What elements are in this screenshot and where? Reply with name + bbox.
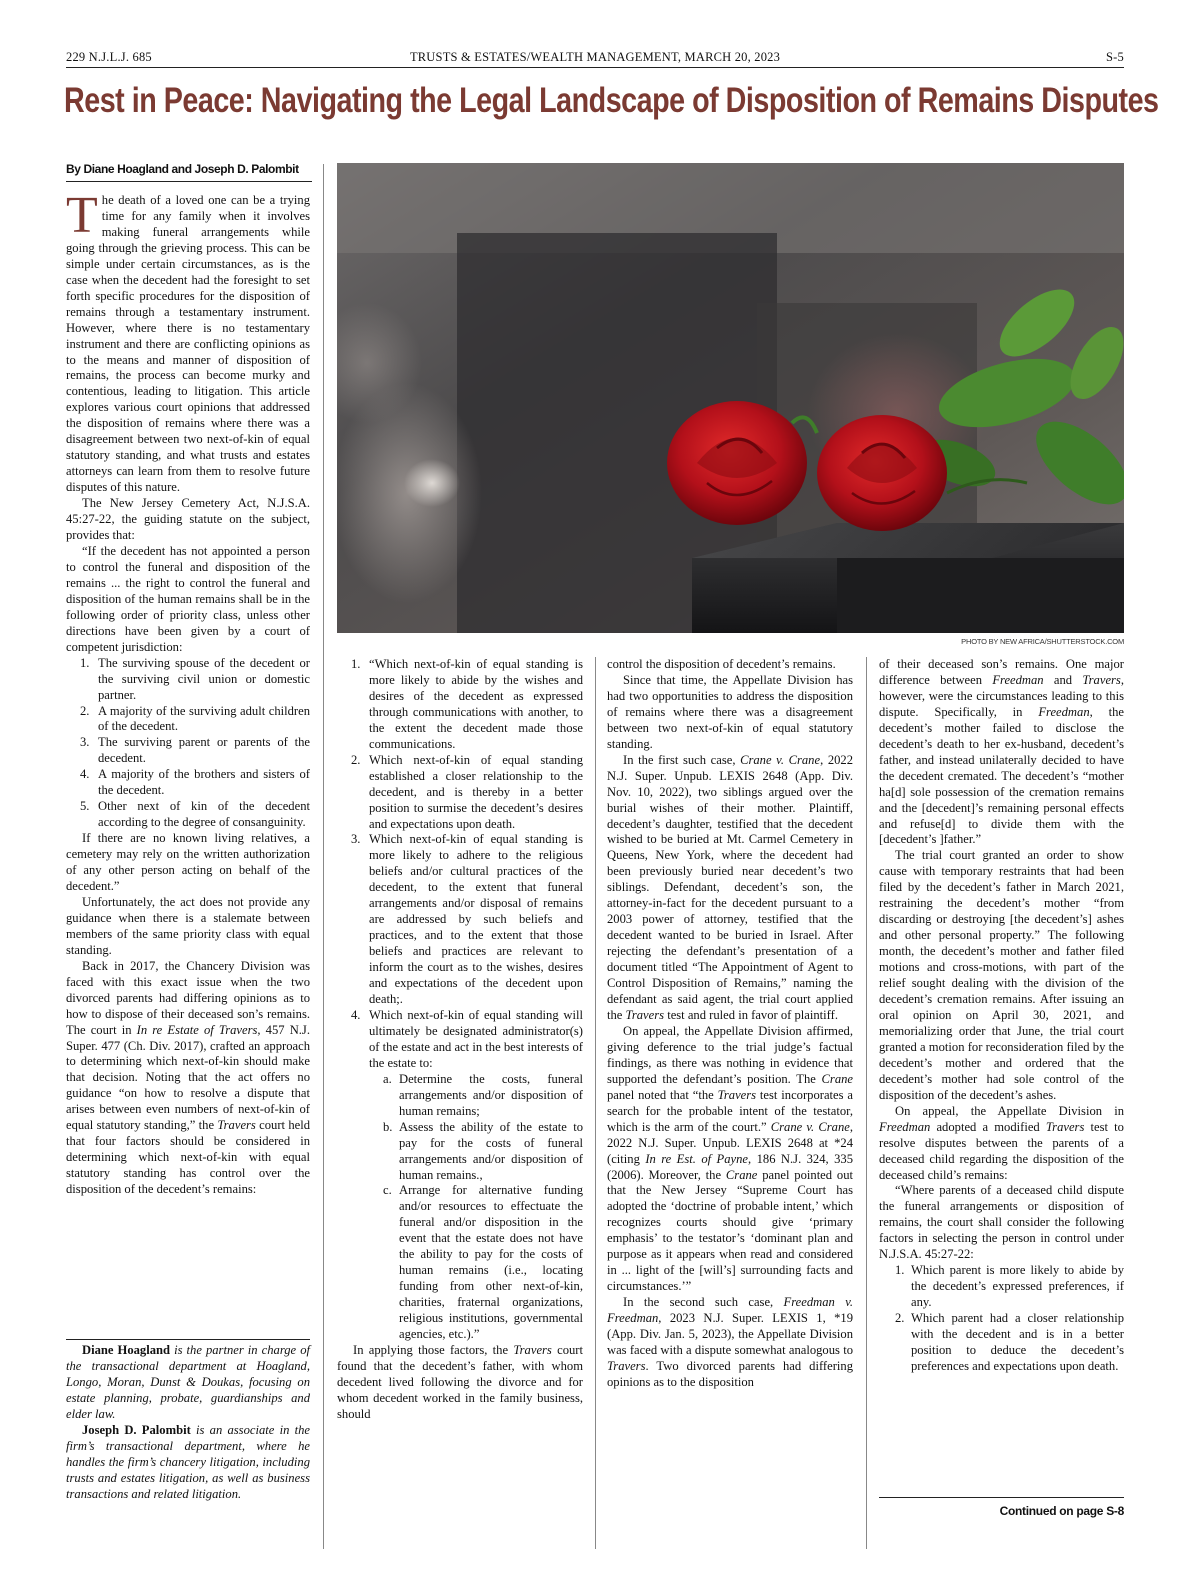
case-name: Freedman: [992, 672, 1044, 687]
citation: 229 N.J.L.J. 685: [66, 50, 152, 64]
column-3: [607, 657, 853, 1391]
text: and: [1043, 672, 1083, 687]
travers-factors-list: [337, 657, 583, 1072]
article-headline: Rest in Peace: Navigating the Legal Landscape of Disposition of Remains Disputes: [64, 81, 1159, 120]
case-name: Freedman: [1038, 704, 1090, 719]
list-text: Which parent is more likely to abide by the decedent’s expressed preferences, if any.: [911, 1263, 1124, 1310]
list-text: Assess the ability of the estate to pay for the costs of funeral arrangements and/or disposition of human remains.,: [399, 1119, 583, 1182]
list-number: 2.: [80, 703, 90, 718]
byline-rule: [66, 181, 312, 182]
list-item: [66, 799, 310, 831]
list-item: [337, 1072, 583, 1120]
text: , 2023 N.J. Super. LEXIS 1, *19 (App. Div. Jan. 5, 2023), the Appellate Division was faced with a dispute somewhat analogous to: [607, 1311, 853, 1357]
text: , 2022 N.J. Super. Unpub. LEXIS 2648 (App. Div. Nov. 10, 2022), two siblings argued over the burial wishes of their mother. Plaintiff, decedent’s daughter, testified that the decedent wished to be buried at Mt. Carmel Cemetery in Queens, New York, where the decedent had been previously buried near decedent’s two siblings. Defendant, decedent’s son, the attorney-in-fact for the decedent pursuant to a 2003 power of attorney, testified that the decedent wanted to be buried in Israel. After rejecting the defendant’s presentation of a document titled “The Appointment of Agent to Control Disposition of Remains,” naming the defendant as said agent, the trial court applied the: [607, 752, 853, 1022]
paragraph: [66, 187, 310, 496]
list-item: [879, 1311, 1124, 1375]
case-name: Travers: [513, 1342, 552, 1357]
text: In applying those factors, the: [353, 1342, 514, 1357]
byline: By Diane Hoagland and Joseph D. Palombit: [66, 162, 299, 176]
list-text: Other next of kin of the decedent according to the degree of consanguinity.: [98, 799, 310, 830]
text: test incorporates a search for the probable intent of the testator, which is the arm of the court.”: [607, 1087, 853, 1134]
list-number: 2.: [895, 1311, 905, 1326]
list-number: 4.: [80, 767, 90, 782]
list-item: [66, 704, 310, 736]
bio-paragraph: [66, 1423, 310, 1503]
list-letter: a.: [383, 1071, 392, 1086]
paragraph: If there are no known living relatives, a cemetery may rely on the written authorization of any other person acting on behalf of the decedent.”: [66, 831, 310, 893]
list-number: 4.: [351, 1007, 361, 1022]
paragraph: [879, 657, 1124, 848]
case-name: Crane v. Crane: [770, 1119, 850, 1134]
paragraph: Since that time, the Appellate Division has had two opportunities to address the disposition of remains where there was a disagreement between two next-of-kin of equal statutory standing.: [607, 672, 853, 751]
list-text: “Which next-of-kin of equal standing is more likely to abide by the wishes and desires of the decedent as expressed through communications with another, to the extent the decedent made those communications.: [369, 657, 583, 751]
paragraph: The New Jersey Cemetery Act, N.J.S.A. 45:27-22, the guiding statute on the subject, provides that:: [66, 496, 310, 543]
text: In the second such case,: [623, 1295, 784, 1310]
continued-on-page[interactable]: Continued on page S-8: [999, 1504, 1124, 1518]
text: of their deceased son’s remains. One major difference between: [879, 657, 1124, 687]
text: court held that four factors should be considered in determining which next-of-kin with equal statutory standing has control over the disposition of the decedent’s remains:: [66, 1118, 310, 1197]
list-item: [337, 1183, 583, 1343]
text: On appeal, the Appellate Division affirmed, giving deference to the trial judge’s factual findings, as there was nothing in evidence that supported the defendant’s position. The: [607, 1023, 853, 1086]
case-name: Travers: [607, 1358, 646, 1373]
bio-text: is the partner in charge of the transactional department at Hoagland, Longo, Moran, Dunst & Doukas, focusing on estate planning, probate, guardianships and elder law.: [66, 1343, 310, 1421]
list-number: 2.: [351, 752, 361, 767]
list-item: [337, 657, 583, 753]
paragraph-text: he death of a loved one can be a trying time for any family when it involves making funeral arrangements while going through the grieving process. This can be simple under certain circumstances, as is the case when the decedent had the foresight to set forth specific procedures for the disposition of remains through a testamentary instrument. However, where there is no testamentary instrument and there are conflicting opinions as to the means and manner of disposition of remains, the process can become murky and contentious, leading to litigation. This article explores various court opinions that addressed the disposition of remains where there was a disagreement between two next-of-kin of equal statutory standing, and what trusts and estates attorneys can learn from them to resolve future disputes of this nature.: [66, 193, 310, 495]
paragraph: “Where parents of a deceased child dispute the funeral arrangements or disposition of remains, the court shall consider the following factors in selecting the person in control under N.J.S.A. 45:27-22:: [879, 1183, 1124, 1262]
case-name: Travers: [717, 1087, 757, 1102]
page-number: S-5: [1106, 50, 1124, 64]
case-name: Crane: [821, 1071, 853, 1086]
paragraph: Unfortunately, the act does not provide any guidance when there is a stalemate between members of the same priority class with equal standing.: [66, 894, 310, 957]
text: , 2022 N.J. Super. Unpub. LEXIS 2648 at *24 (citing: [607, 1119, 853, 1166]
list-text: Determine the costs, funeral arrangements and/or disposition of human remains;: [399, 1071, 583, 1118]
case-name: Travers: [1082, 672, 1121, 687]
list-text: The surviving parent or parents of the decedent.: [98, 735, 310, 766]
case-name: Travers: [217, 1118, 256, 1133]
text: , the decedent’s mother failed to disclose the decedent’s death to her ex-husband, decedent’s father, and instead unilaterally decided to have the decedent cremated. The decedent’s “mother ha[d] sole possession of the cremation remains and the [decedent]’s remaining personal effects and refuse[d] to divide them with the [decedent’s ]father.”: [879, 704, 1124, 847]
text: , 457 N.J. Super. 477 (Ch. Div. 2017), crafted an approach to determining which next-of-kin should make that decision. Noting that the act offers no guidance “on how to resolve a dispute that arises between even numbers of next-of-kin of equal statutory standing,” the: [66, 1022, 310, 1133]
photo-illustration: [337, 163, 1124, 633]
author-name: Joseph D. Palombit: [82, 1422, 191, 1437]
list-number: 1.: [895, 1263, 905, 1278]
text: test and ruled in favor of plaintiff.: [664, 1007, 838, 1022]
column-4: [879, 657, 1124, 1375]
priority-list: [66, 656, 310, 831]
list-item: [337, 832, 583, 1007]
bio-paragraph: [66, 1343, 310, 1423]
text: In the first such case,: [623, 752, 741, 767]
freedman-factors-list: [879, 1263, 1124, 1375]
case-name: Freedman v. Freedman: [607, 1295, 853, 1326]
case-name: Freedman: [879, 1119, 931, 1134]
text: , 186 N.J. 324, 335 (2006). Moreover, the: [607, 1151, 853, 1182]
list-letter: c.: [383, 1183, 392, 1198]
list-number: 3.: [80, 735, 90, 750]
list-text: A majority of the brothers and sisters of the decedent.: [98, 767, 310, 798]
paragraph: control the disposition of decedent’s remains.: [607, 657, 836, 671]
list-item: [879, 1263, 1124, 1311]
list-item: [337, 1120, 583, 1184]
end-rule: [879, 1497, 1124, 1498]
paragraph: [337, 1343, 583, 1423]
bio-text: is an associate in the firm’s transactional department, where he handles the firm’s chancery litigation, including trusts and estates litigation, as well as business transactions and related litigation.: [66, 1422, 310, 1501]
paragraph: The trial court granted an order to show cause with temporary restraints that had been filed by the decedent’s father in March 2021, restraining the decedent’s mother “from discarding or destroying [the decedent’s] ashes and other personal property.” The following month, the decedent’s mother and father filed motions and cross-motions, with part of the relief sought dealing with the division of the decedent’s cremation remains. After issuing an oral opinion on April 30, 2021, and memorializing order that June, the trial court granted a motion for reconsideration filed by the decedent’s mother and ordered that the decedent’s mother had sole control of the disposition of the decedent’s ashes.: [879, 848, 1124, 1102]
case-name: Travers: [625, 1007, 665, 1022]
text: Back in 2017, the Chancery Division was faced with this exact issue when the two divorced parents had differing opinions as to how to dispose of their deceased son’s remains. The court in: [66, 958, 310, 1037]
list-number: 1.: [351, 657, 361, 671]
list-number: 3.: [351, 832, 361, 847]
text: adopted a modified: [930, 1119, 1046, 1134]
photo-credit: PHOTO BY NEW AFRICA/SHUTTERSTOCK.COM: [961, 637, 1124, 646]
header-rule: [66, 67, 1124, 68]
author-bio: [66, 1343, 310, 1503]
list-text: A majority of the surviving adult children of the decedent.: [98, 703, 310, 734]
case-name: Crane v. Crane: [740, 752, 821, 767]
drop-cap: T: [66, 187, 98, 244]
roses-on-headstone-photo: [337, 163, 1124, 633]
paragraph: [879, 1104, 1124, 1184]
text: . Two divorced parents had differing opinions as to the disposition: [607, 1358, 853, 1389]
author-name: Diane Hoagland: [82, 1343, 171, 1357]
text: panel noted that “the: [607, 1087, 718, 1102]
column-1: [66, 187, 310, 1198]
travers-subfactors-list: [337, 1072, 583, 1343]
paragraph: [66, 959, 310, 1198]
list-item: [337, 753, 583, 833]
list-number: 1.: [80, 655, 90, 670]
list-item: [66, 656, 310, 704]
column-divider: [866, 657, 867, 1549]
list-letter: b.: [383, 1119, 393, 1134]
section-date: TRUSTS & ESTATES/WEALTH MANAGEMENT, MARCH 20, 2023: [409, 50, 781, 64]
case-name: In re Est. of Payne: [645, 1151, 749, 1166]
paragraph: “If the decedent has not appointed a person to control the funeral and disposition of the remains ... the right to control the funeral and disposition of the human remains shall be in the following order of priority class, unless other directions have been given by a court of competent jurisdiction:: [66, 543, 310, 654]
case-name: Crane: [725, 1167, 758, 1182]
list-number: 5.: [80, 799, 90, 814]
list-text: Which next-of-kin of equal standing established a closer relationship to the decedent, and is thereby in a better position to surmise the decedent’s desires and expectations upon death.: [369, 752, 583, 831]
paragraph: [607, 753, 853, 1024]
list-text: Which next-of-kin of equal standing will ultimately be designated administrator(s) of the estate and act in the best interests of the estate to:: [369, 1007, 583, 1070]
paragraph: [607, 1024, 853, 1295]
text: , however, were the circumstances leading to this dispute. Specifically, in: [879, 672, 1124, 719]
case-name: In re Estate of Travers: [136, 1022, 258, 1037]
column-2: [337, 657, 583, 1423]
list-text: Which next-of-kin of equal standing is more likely to adhere to the religious beliefs and/or cultural practices of the decedent, to the extent that funeral arrangements and/or disposal of remains are addressed by such beliefs and practices, and to the extent that those beliefs and practices are relevant to inform the court as to the wishes, desires and expectations of the decedent upon death;.: [369, 832, 583, 1007]
text: test to resolve disputes between the parents of a deceased child regarding the disposition of the deceased child’s remains:: [879, 1119, 1124, 1182]
list-text: Which parent had a closer relationship with the decedent and is in a better position to deduce the decedent’s preferences and expectations upon death.: [911, 1311, 1124, 1373]
list-item: [66, 767, 310, 799]
bio-rule: [66, 1339, 310, 1340]
column-divider: [323, 164, 324, 1549]
case-name: Travers: [1045, 1119, 1085, 1134]
list-text: Arrange for alternative funding and/or resources to effectuate the funeral and/or disposition in the event that the estate does not have the ability to pay for the costs of human remains (i.e., locating funding from other next-of-kin, charities, fraternal organizations, religious institutions, governmental agencies, etc.).”: [399, 1183, 583, 1342]
column-divider: [595, 657, 596, 1549]
list-item: [66, 735, 310, 767]
text: panel pointed out that the New Jersey “Supreme Court has adopted the ‘doctrine of probable intent,’ which recognizes courts should give ‘primary emphasis’ to the testator’s ‘dominant plan and purpose as it appears when read and considered in ... light of the [will’s] surrounding facts and circumstances.’”: [607, 1167, 853, 1294]
list-text: The surviving spouse of the decedent or the surviving civil union or domestic partner.: [98, 655, 310, 702]
text: On appeal, the Appellate Division in: [895, 1103, 1124, 1118]
paragraph: [607, 1295, 853, 1391]
list-item: [337, 1008, 583, 1072]
text: court found that the decedent’s father, with whom decedent lived following the divorce and for whom decedent worked in the family business, should: [337, 1342, 583, 1421]
